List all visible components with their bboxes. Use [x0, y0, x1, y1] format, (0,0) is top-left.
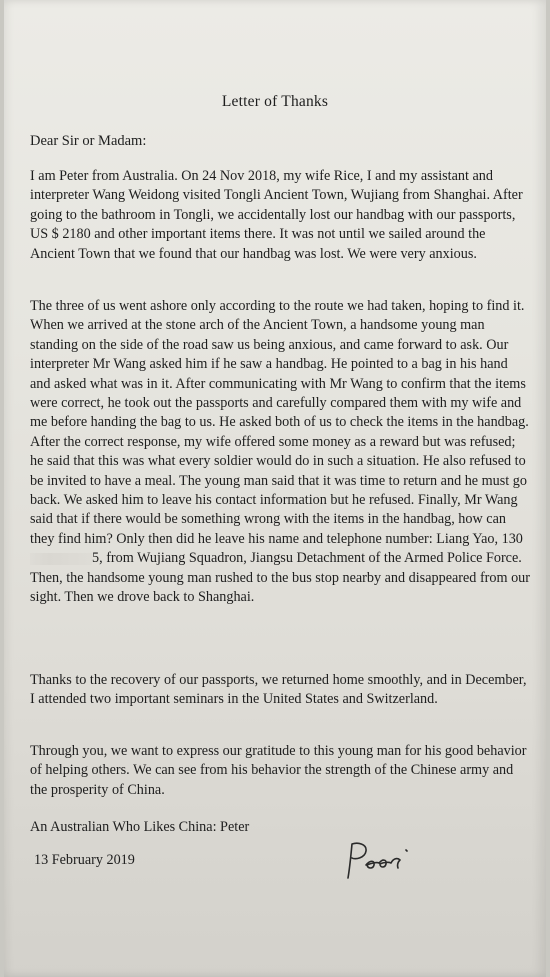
- letter-paper: [4, 0, 546, 977]
- salutation: Dear Sir or Madam:: [30, 133, 147, 149]
- paragraph-2: [30, 297, 530, 608]
- paragraph-4: Through you, we want to express our gratitude to this young man for his good behavior of helping others. We can see from his behavior the strength of the Chinese army and the prosperity of China.: [30, 743, 527, 798]
- handwritten-signature: [340, 838, 420, 882]
- closing-line: An Australian Who Likes China: Peter: [30, 819, 250, 835]
- paragraph-2-text: The three of us went ashore only according to the route we had taken, hoping to find it. When we arrived at the stone arch of the Ancient Town, a handsome young man standing on the side of the road saw us being anxious, and came forward to ask. Our interpreter Mr Wang asked him if he saw a handbag. He pointed to a bag in his hand and asked what was in it. After communicating with Mr Wang to confirm that the items were correct, he took out the passports and carefully compared them with my wife and me before handing the bag to us. He asked both of us to check the items in the handbag. After the correct response, my wife offered some money as a reward but was refused; he said that this was what every soldier would do in such a situation. He also refused to be invited to have a meal. The young man said that it was time to return and he must go back. We asked him to leave his contact information but he refused. Finally, Mr Wang said that if there would be something wrong with the items in the handbag, how can they find him? Only then did he leave his name and telephone number: Liang Yao, 130: [30, 298, 529, 547]
- letter-title: Letter of Thanks: [221, 93, 329, 110]
- letter-date: 13 February 2019: [34, 852, 135, 868]
- paragraph-2-text-continued: 5, from Wujiang Squadron, Jiangsu Detachment of the Armed Police Force. Then, the handsome young man rushed to the bus stop nearby and disappeared from our sight. Then we drove back to Shanghai.: [30, 550, 530, 606]
- redacted-phone-digits: [30, 553, 92, 565]
- paragraph-3: Thanks to the recovery of our passports, we returned home smoothly, and in December, I attended two important seminars in the United States and Switzerland.: [30, 672, 527, 708]
- paragraph-1: I am Peter from Australia. On 24 Nov 2018, my wife Rice, I and my assistant and interpreter Wang Weidong visited Tongli Ancient Town, Wujiang from Shanghai. After going to the bathroom in Tongli, we accidentally lost our handbag with our passports, US $ 2180 and other important items there. It was not until we sailed around the Ancient Town that we found that our handbag was lost. We were very anxious.: [30, 168, 523, 262]
